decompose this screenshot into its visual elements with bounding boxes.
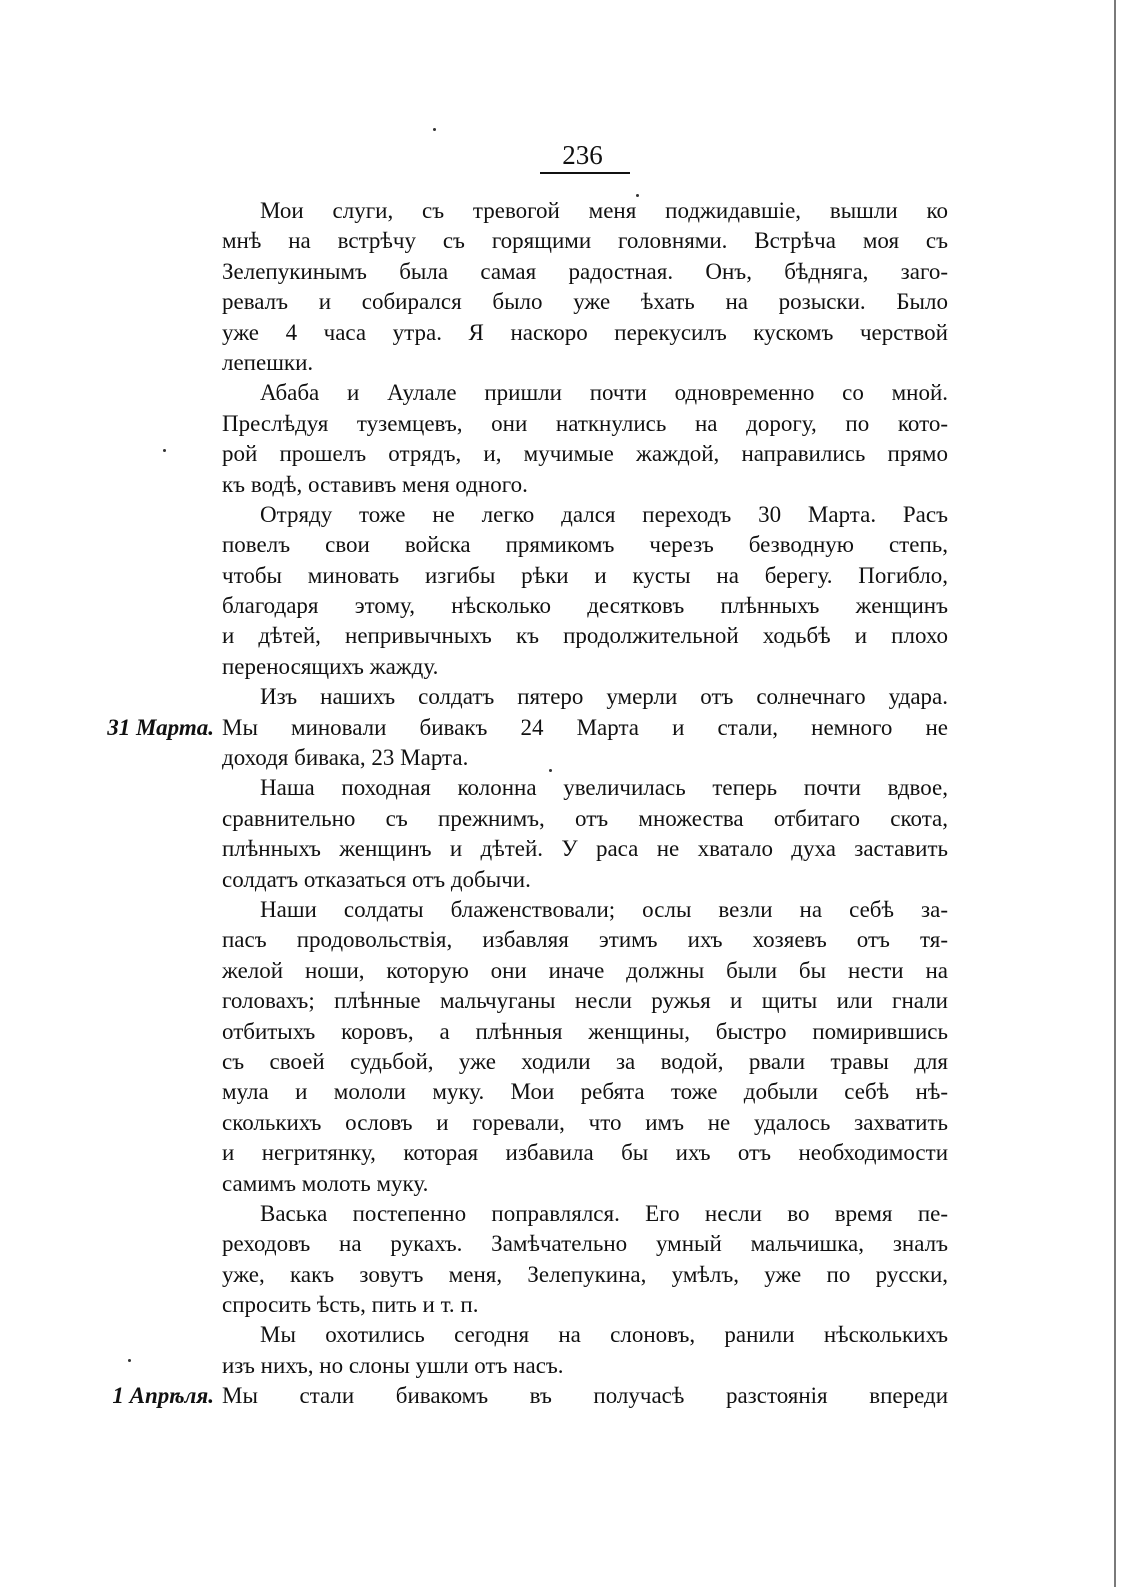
line-text: повелъ свои войска прямикомъ черезъ безводную степь, [222, 532, 948, 558]
scan-binding-edge [1114, 0, 1116, 1587]
line-text: мула и мололи муку. Мои ребята тоже добыли себѣ нѣ- [222, 1079, 948, 1105]
date-label: 31 Марта. [107, 714, 214, 740]
line-text: уже, какъ зовутъ меня, Зелепукина, умѣлъ, уже по русски, [222, 1261, 948, 1287]
line-text: мнѣ на встрѣчу съ горящими головнями. Встрѣча моя съ [222, 228, 948, 254]
text-line [222, 1077, 948, 1107]
text-line [222, 621, 948, 651]
scan-speck [549, 769, 552, 772]
text-line [222, 318, 948, 348]
page-number: 236 [562, 140, 603, 170]
text-line [222, 1017, 948, 1047]
line-text: лепешки. [222, 349, 314, 375]
line-text: плѣнныхъ женщинъ и дѣтей. У раса не хватало духа заставить [222, 836, 948, 862]
text-line [222, 986, 948, 1016]
line-text: Отряду тоже не легко дался переходъ 30 Марта. Расъ [260, 501, 948, 527]
body-text [107, 196, 948, 1412]
line-text: и дѣтей, непривычныхъ къ продолжительной ходьбѣ и плохо [222, 623, 948, 649]
text-line [222, 865, 948, 895]
line-text: Зелепукинымъ была самая радостная. Онъ, бѣдняга, заго- [222, 258, 948, 284]
text-line [222, 500, 948, 530]
text-line [222, 196, 948, 226]
line-text: сколькихъ ословъ и горевали, что имъ не удалось захватить [222, 1109, 948, 1135]
scan-speck [433, 128, 436, 131]
text-line [222, 895, 948, 925]
text-line [222, 682, 948, 712]
text-line [222, 470, 948, 500]
text-line [222, 1229, 948, 1259]
text-line [222, 591, 948, 621]
line-text: пасъ продовольствія, избавляя этимъ ихъ хозяевъ отъ тя- [222, 927, 948, 953]
line-text: Васька постепенно поправлялся. Его несли во время пе- [260, 1200, 948, 1226]
text-line [222, 956, 948, 986]
text-line [222, 1138, 948, 1168]
text-line [222, 561, 948, 591]
line-text: Наша походная колонна увеличилась теперь почти вдвое, [260, 775, 948, 801]
text-line [222, 348, 948, 378]
text-line [222, 804, 948, 834]
line-text: отбитыхъ коровъ, а плѣнныя женщины, быстро помирившись [222, 1018, 948, 1044]
text-line [222, 1320, 948, 1350]
line-text: къ водѣ, оставивъ меня одного. [222, 471, 528, 497]
text-line [222, 530, 948, 560]
line-text: спросить ѣсть, пить и т. п. [222, 1292, 479, 1318]
line-text: Мы миновали бивакъ 24 Марта и стали, немного не [222, 714, 948, 740]
text-line [222, 743, 948, 773]
text-line [222, 1290, 948, 1320]
text-line [222, 925, 948, 955]
line-text: желой ноши, которую они иначе должны были бы нести на [222, 957, 948, 983]
text-line [222, 1108, 948, 1138]
line-text: переносящихъ жажду. [222, 653, 439, 679]
line-text: рой прошелъ отрядъ, и, мучимые жаждой, направились прямо [222, 441, 948, 467]
line-text: съ своей судьбой, уже ходили за водой, рвали травы для [222, 1048, 948, 1074]
text-line [222, 378, 948, 408]
text-line [222, 409, 948, 439]
line-text: доходя бивака, 23 Марта. [222, 745, 469, 771]
line-text: головахъ; плѣнные мальчуганы несли ружья и щиты или гнали [222, 988, 948, 1014]
page-number-rule [540, 172, 630, 174]
line-text: сравнительно съ прежнимъ, отъ множества отбитаго скота, [222, 805, 948, 831]
text-line [222, 439, 948, 469]
text-line [222, 1260, 948, 1290]
scan-speck [128, 1359, 131, 1362]
text-line [222, 1169, 948, 1199]
line-text: солдатъ отказаться отъ добычи. [222, 866, 531, 892]
line-text: самимъ молоть муку. [222, 1170, 429, 1196]
scan-speck [636, 194, 639, 197]
line-text: Мои слуги, съ тревогой меня поджидавшіе, вышли ко [260, 198, 948, 223]
text-line [222, 226, 948, 256]
text-line [222, 652, 948, 682]
line-text: реходовъ на рукахъ. Замѣчательно умный мальчишка, зналъ [222, 1231, 948, 1257]
line-text: Наши солдаты блаженствовали; ослы везли на себѣ за- [260, 896, 948, 922]
line-text: Мы охотились сегодня на слоновъ, ранили нѣсколькихъ [260, 1322, 948, 1348]
line-text: благодаря этому, нѣсколько десятковъ плѣнныхъ женщинъ [222, 593, 948, 619]
text-line [112, 1381, 948, 1411]
text-line [222, 773, 948, 803]
line-text: изъ нихъ, но слоны ушли отъ насъ. [222, 1352, 564, 1378]
text-line [222, 1199, 948, 1229]
line-text: Мы стали бивакомъ въ получасѣ разстоянія впереди [222, 1383, 948, 1409]
date-label: 1 Апрѣля. [112, 1383, 214, 1409]
scan-speck [163, 449, 166, 452]
line-text: чтобы миновать изгибы рѣки и кусты на берегу. Погибло, [222, 562, 948, 588]
line-text: Абаба и Аулале пришли почти одновременно со мной. [260, 380, 948, 406]
text-line [222, 257, 948, 287]
line-text: и негритянку, которая избавила бы ихъ отъ необходимости [222, 1140, 948, 1166]
line-text: уже 4 часа утра. Я наскоро перекусилъ кускомъ черствой [222, 319, 948, 345]
line-text: Изъ нашихъ солдатъ пятеро умерли отъ солнечнаго удара. [260, 684, 948, 710]
text-line [222, 1047, 948, 1077]
text-line [107, 713, 948, 743]
text-line [222, 834, 948, 864]
line-text: ревалъ и собирался было уже ѣхать на розыски. Было [222, 289, 948, 315]
line-text: Преслѣдуя туземцевъ, они наткнулись на дорогу, по кото- [222, 410, 948, 436]
text-line [222, 1351, 948, 1381]
text-line [222, 287, 948, 317]
